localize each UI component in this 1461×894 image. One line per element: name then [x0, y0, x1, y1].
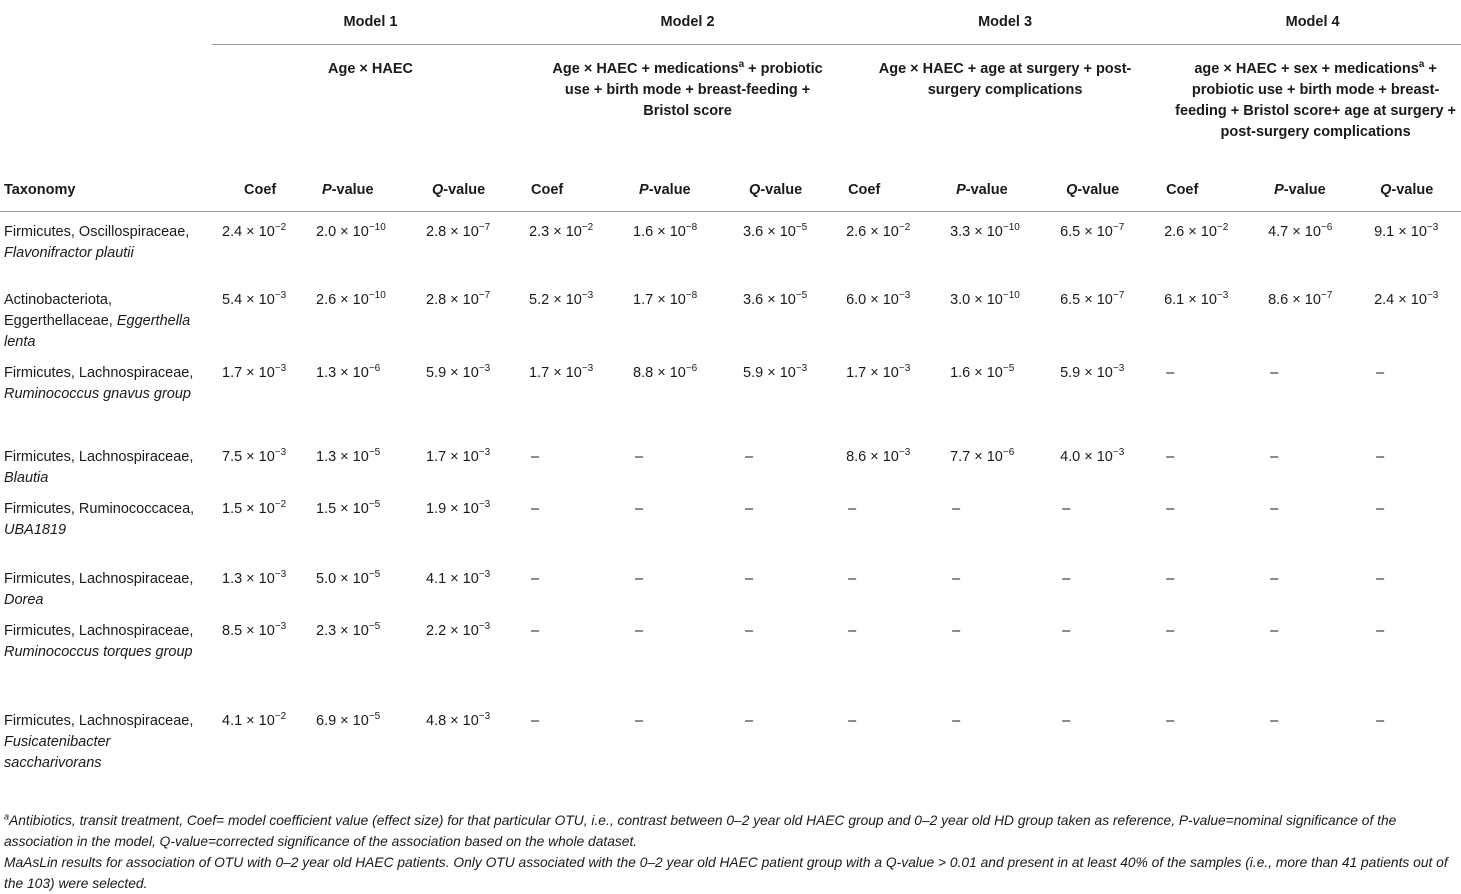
value-cell: $3.6 \times 10^{-5}$	[743, 289, 808, 308]
value-cell: $2.6 \times 10^{-2}$	[846, 222, 911, 240]
value-cell: $3.0 \times 10^{-10}$	[950, 289, 1020, 308]
taxonomy-cell: Firmicutes, Lachnospiraceae, Ruminococcus gnavus group	[4, 364, 194, 402]
table-body	[0, 212, 1461, 785]
subcolumn-header: P-value	[1268, 169, 1374, 212]
value-cell: $7.5 \times 10^{-3}$	[222, 446, 287, 465]
value-cell: $1.7 \times 10^{-3}$	[846, 362, 911, 381]
value-cell: $2.8 \times 10^{-7}$	[426, 289, 491, 308]
value-cell: $1.3 \times 10^{-3}$	[222, 568, 287, 587]
value-cell: $1.7 \times 10^{-3}$	[222, 362, 287, 381]
table-row	[0, 701, 1461, 785]
table-row	[0, 212, 1461, 280]
value-cell: $5.9 \times 10^{-3}$	[426, 362, 491, 381]
subcolumn-header: Q-value	[1060, 169, 1164, 212]
value-cell: –	[635, 448, 644, 465]
value-cell: $6.9 \times 10^{-5}$	[316, 710, 381, 729]
value-cell: $2.0 \times 10^{-10}$	[316, 222, 386, 240]
value-cell: $1.7 \times 10^{-8}$	[633, 289, 698, 308]
subcolumn-header: Coef	[529, 169, 633, 212]
value-cell: –	[1376, 448, 1385, 465]
value-cell: –	[1376, 622, 1385, 639]
taxonomy-cell: Firmicutes, Lachnospiraceae, Fusicatenibacter saccharivorans	[4, 712, 194, 771]
table-row	[0, 611, 1461, 701]
value-cell: –	[531, 448, 540, 465]
value-cell: $9.1 \times 10^{-3}$	[1374, 222, 1439, 240]
value-cell: $2.4 \times 10^{-3}$	[1374, 289, 1439, 308]
value-cell: –	[952, 622, 961, 639]
value-cell: $2.4 \times 10^{-2}$	[222, 222, 287, 240]
value-cell: $2.2 \times 10^{-3}$	[426, 620, 491, 639]
value-cell: $3.3 \times 10^{-10}$	[950, 222, 1020, 240]
subcolumn-header: P-value	[316, 169, 426, 212]
model-2-header: Model 2	[529, 0, 846, 45]
value-cell: $2.3 \times 10^{-5}$	[316, 620, 381, 639]
value-cell: $2.3 \times 10^{-2}$	[529, 222, 594, 240]
value-cell: –	[1062, 622, 1071, 639]
taxonomy-cell: Firmicutes, Lachnospiraceae, Ruminococcus torques group	[4, 622, 194, 660]
value-cell: $2.8 \times 10^{-7}$	[426, 222, 491, 240]
value-cell: –	[1270, 500, 1279, 517]
model-2-description: Age × HAEC + medications$^a$ + probiotic use + birth mode + breast-feeding + Bristol score	[552, 59, 823, 119]
value-cell: $4.7 \times 10^{-6}$	[1268, 222, 1333, 240]
model-4-header: Model 4	[1164, 0, 1461, 45]
model-1-description: Age × HAEC	[328, 61, 414, 77]
value-cell: –	[1062, 712, 1071, 729]
value-cell: $1.3 \times 10^{-5}$	[316, 446, 381, 465]
value-cell: –	[745, 500, 754, 517]
subcolumn-header: Q-value	[426, 169, 529, 212]
value-cell: $2.6 \times 10^{-2}$	[1164, 222, 1229, 240]
value-cell: $1.5 \times 10^{-5}$	[316, 498, 381, 517]
value-cell: $6.5 \times 10^{-7}$	[1060, 222, 1125, 240]
value-cell: –	[1270, 364, 1279, 381]
value-cell: –	[848, 622, 857, 639]
taxonomy-cell: Firmicutes, Oscillospiraceae, Flavonifractor plautii	[4, 224, 190, 261]
value-cell: –	[745, 712, 754, 729]
value-cell: –	[1062, 570, 1071, 587]
value-cell: $1.7 \times 10^{-3}$	[426, 446, 491, 465]
value-cell: $5.9 \times 10^{-3}$	[743, 362, 808, 381]
value-cell: $5.4 \times 10^{-3}$	[222, 289, 287, 308]
footnote-a: $^a$Antibiotics, transit treatment, Coef= model coefficient value (effect size) for that particular OTU, i.e., contrast between 0–2 year old HAEC group and 0–2 year old HD group taken as reference, P-value=nominal significance of the association in the model, Q-value=corrected significance of the association based on the whole dataset.	[4, 811, 1397, 849]
value-cell: –	[848, 570, 857, 587]
value-cell: –	[848, 500, 857, 517]
value-cell: $1.9 \times 10^{-3}$	[426, 498, 491, 517]
table-row	[0, 353, 1461, 437]
value-cell: –	[745, 448, 754, 465]
model-1-header: Model 1	[212, 0, 529, 45]
value-cell: –	[531, 500, 540, 517]
taxonomy-cell: Actinobacteriota, Eggerthellaceae, Eggerthella lenta	[4, 291, 191, 350]
subcolumn-header: Coef	[212, 169, 316, 212]
value-cell: –	[952, 712, 961, 729]
value-cell: –	[1376, 712, 1385, 729]
value-cell: –	[635, 570, 644, 587]
value-cell: $6.1 \times 10^{-3}$	[1164, 289, 1229, 308]
value-cell: $2.6 \times 10^{-10}$	[316, 289, 386, 308]
model-3-description: Age × HAEC + age at surgery + post-surgery complications	[878, 61, 1132, 98]
value-cell: –	[1166, 570, 1175, 587]
value-cell: –	[1166, 500, 1175, 517]
value-cell: –	[1166, 364, 1175, 381]
taxonomy-cell: Firmicutes, Lachnospiraceae, Blautia	[4, 448, 194, 486]
value-cell: $6.0 \times 10^{-3}$	[846, 289, 911, 308]
value-cell: $8.5 \times 10^{-3}$	[222, 620, 287, 639]
value-cell: $3.6 \times 10^{-5}$	[743, 222, 808, 240]
subcolumn-header: Q-value	[1374, 169, 1461, 212]
value-cell: $1.6 \times 10^{-8}$	[633, 222, 698, 240]
value-cell: $1.5 \times 10^{-2}$	[222, 498, 287, 517]
value-cell: –	[1376, 500, 1385, 517]
subcolumn-header: P-value	[950, 169, 1060, 212]
table-row	[0, 489, 1461, 559]
header-empty-cell	[0, 45, 212, 170]
value-cell: $4.1 \times 10^{-3}$	[426, 568, 491, 587]
value-cell: –	[1270, 448, 1279, 465]
value-cell: $5.2 \times 10^{-3}$	[529, 289, 594, 308]
value-cell: –	[1376, 364, 1385, 381]
value-cell: –	[745, 622, 754, 639]
value-cell: $6.5 \times 10^{-7}$	[1060, 289, 1125, 308]
value-cell: $1.3 \times 10^{-6}$	[316, 362, 381, 381]
value-cell: –	[1376, 570, 1385, 587]
table-row	[0, 437, 1461, 489]
value-cell: –	[952, 570, 961, 587]
value-cell: –	[848, 712, 857, 729]
value-cell: –	[1270, 570, 1279, 587]
table-footnotes	[4, 810, 1456, 894]
value-cell: $4.8 \times 10^{-3}$	[426, 710, 491, 729]
subcolumn-header: Coef	[846, 169, 950, 212]
value-cell: $4.1 \times 10^{-2}$	[222, 710, 287, 729]
value-cell: –	[635, 712, 644, 729]
model-4-description: age × HAEC + sex + medications$^a$ + probiotic use + birth mode + breast-feeding + Bristol score+ age at surgery + post-surgery complications	[1175, 59, 1457, 140]
subcolumn-header: P-value	[633, 169, 743, 212]
value-cell: –	[531, 570, 540, 587]
value-cell: –	[531, 622, 540, 639]
value-cell: –	[531, 712, 540, 729]
value-cell: $8.6 \times 10^{-3}$	[846, 446, 911, 465]
value-cell: –	[1062, 500, 1071, 517]
taxonomy-header: Taxonomy	[0, 169, 212, 212]
value-cell: $8.8 \times 10^{-6}$	[633, 362, 698, 381]
value-cell: –	[1166, 448, 1175, 465]
value-cell: $5.9 \times 10^{-3}$	[1060, 362, 1125, 381]
taxonomy-cell: Firmicutes, Ruminococcacea, UBA1819	[4, 500, 195, 538]
value-cell: $1.6 \times 10^{-5}$	[950, 362, 1015, 381]
value-cell: –	[1270, 712, 1279, 729]
value-cell: $4.0 \times 10^{-3}$	[1060, 446, 1125, 465]
value-cell: $8.6 \times 10^{-7}$	[1268, 289, 1333, 308]
value-cell: –	[1270, 622, 1279, 639]
header-empty-cell	[0, 0, 212, 45]
model-3-header: Model 3	[846, 0, 1164, 45]
value-cell: –	[1166, 622, 1175, 639]
value-cell: $5.0 \times 10^{-5}$	[316, 568, 381, 587]
subcolumn-header: Q-value	[743, 169, 846, 212]
value-cell: $7.7 \times 10^{-6}$	[950, 446, 1015, 465]
value-cell: –	[1166, 712, 1175, 729]
value-cell: –	[745, 570, 754, 587]
value-cell: –	[635, 500, 644, 517]
taxonomy-cell: Firmicutes, Lachnospiraceae, Dorea	[4, 570, 194, 608]
value-cell: –	[952, 500, 961, 517]
value-cell: –	[635, 622, 644, 639]
table-row	[0, 280, 1461, 353]
table-row	[0, 559, 1461, 611]
footnote-summary: MaAsLin results for association of OTU with 0–2 year old HAEC patients. Only OTU associated with the 0–2 year old HAEC patient group with a Q-value > 0.01 and present in at least 40% of the samples (i.e., more than 41 patients out of the 103) were selected.	[4, 855, 1448, 891]
subcolumn-header: Coef	[1164, 169, 1268, 212]
value-cell: $1.7 \times 10^{-3}$	[529, 362, 594, 381]
